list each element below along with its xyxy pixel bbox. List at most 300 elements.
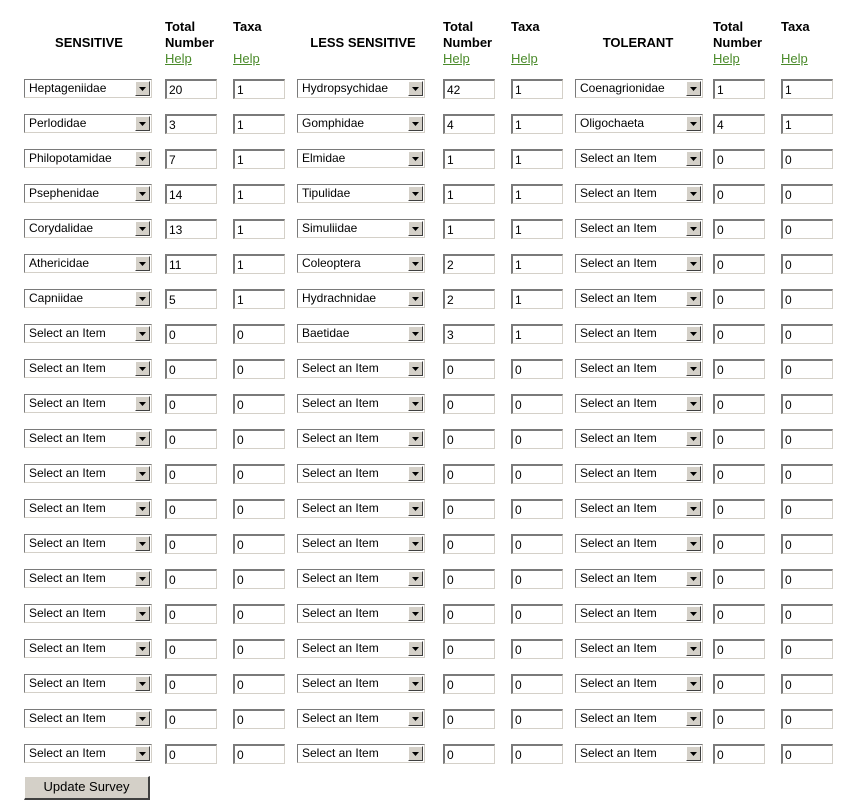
chevron-down-icon[interactable] bbox=[408, 361, 423, 376]
less-sensitive-taxon-select[interactable] bbox=[297, 534, 425, 553]
select-value: Elmidae bbox=[302, 151, 346, 165]
sensitive-taxon-select[interactable] bbox=[24, 114, 152, 133]
select-value: Select an Item bbox=[302, 711, 379, 725]
less-sensitive-taxa-input[interactable] bbox=[511, 394, 563, 414]
select-value: Select an Item bbox=[29, 326, 106, 340]
sensitive-taxa-input[interactable] bbox=[233, 114, 285, 134]
select-value: Select an Item bbox=[580, 396, 657, 410]
sensitive-taxon-select[interactable] bbox=[24, 289, 152, 308]
less-sensitive-total-number-input[interactable] bbox=[443, 709, 495, 729]
less-sensitive-total-number-input[interactable] bbox=[443, 254, 495, 274]
chevron-down-icon[interactable] bbox=[408, 676, 423, 691]
chevron-down-icon[interactable] bbox=[408, 641, 423, 656]
select-value: Philopotamidae bbox=[29, 151, 112, 165]
sensitive-total-number-input[interactable] bbox=[165, 254, 217, 274]
chevron-down-icon[interactable] bbox=[408, 221, 423, 236]
sensitive-taxon-select[interactable] bbox=[24, 79, 152, 98]
chevron-down-icon[interactable] bbox=[135, 466, 150, 481]
tolerant-taxon-select[interactable] bbox=[575, 79, 703, 98]
chevron-down-icon[interactable] bbox=[135, 606, 150, 621]
sensitive-taxa-input[interactable] bbox=[233, 254, 285, 274]
tolerant-taxa-input[interactable] bbox=[781, 324, 833, 344]
select-value: Select an Item bbox=[29, 571, 106, 585]
tolerant-taxa-input[interactable] bbox=[781, 429, 833, 449]
chevron-down-icon[interactable] bbox=[408, 536, 423, 551]
chevron-down-icon[interactable] bbox=[408, 291, 423, 306]
tolerant-total-number-input[interactable] bbox=[713, 709, 765, 729]
select-value: Select an Item bbox=[302, 501, 379, 515]
less-sensitive-taxon-select[interactable] bbox=[297, 744, 425, 763]
help-link-total-tolerant[interactable]: Help bbox=[713, 51, 740, 66]
select-value: Simuliidae bbox=[302, 221, 358, 235]
tolerant-total-number-input[interactable] bbox=[713, 639, 765, 659]
sensitive-taxa-input[interactable] bbox=[233, 79, 285, 99]
chevron-down-icon[interactable] bbox=[135, 116, 150, 131]
chevron-down-icon[interactable] bbox=[135, 256, 150, 271]
select-value: Select an Item bbox=[29, 641, 106, 655]
select-value: Oligochaeta bbox=[580, 116, 645, 130]
less-sensitive-taxa-input[interactable] bbox=[511, 744, 563, 764]
select-value: Select an Item bbox=[302, 361, 379, 375]
tolerant-taxon-select[interactable] bbox=[575, 394, 703, 413]
sensitive-total-number-input[interactable] bbox=[165, 429, 217, 449]
sensitive-taxa-input[interactable] bbox=[233, 324, 285, 344]
chevron-down-icon[interactable] bbox=[686, 151, 701, 166]
tolerant-taxon-select[interactable] bbox=[575, 744, 703, 763]
header-total-line1: Total bbox=[713, 19, 744, 34]
chevron-down-icon[interactable] bbox=[408, 606, 423, 621]
sensitive-taxa-input[interactable] bbox=[233, 674, 285, 694]
tolerant-taxon-select[interactable] bbox=[575, 499, 703, 518]
less-sensitive-taxa-input[interactable] bbox=[511, 359, 563, 379]
chevron-down-icon[interactable] bbox=[686, 711, 701, 726]
less-sensitive-total-number-input[interactable] bbox=[443, 394, 495, 414]
select-value: Select an Item bbox=[29, 606, 106, 620]
select-value: Select an Item bbox=[580, 606, 657, 620]
select-value: Select an Item bbox=[580, 571, 657, 585]
chevron-down-icon[interactable] bbox=[686, 676, 701, 691]
tolerant-total-number-input[interactable] bbox=[713, 744, 765, 764]
less-sensitive-taxa-input[interactable] bbox=[511, 429, 563, 449]
tolerant-total-number-input[interactable] bbox=[713, 79, 765, 99]
tolerant-taxon-select[interactable] bbox=[575, 184, 703, 203]
sensitive-taxon-select[interactable] bbox=[24, 184, 152, 203]
less-sensitive-taxon-select[interactable] bbox=[297, 429, 425, 448]
sensitive-total-number-input[interactable] bbox=[165, 639, 217, 659]
sensitive-total-number-input[interactable] bbox=[165, 674, 217, 694]
less-sensitive-taxa-input[interactable] bbox=[511, 324, 563, 344]
tolerant-taxa-input[interactable] bbox=[781, 394, 833, 414]
less-sensitive-taxa-input[interactable] bbox=[511, 604, 563, 624]
sensitive-taxon-select[interactable] bbox=[24, 499, 152, 518]
tolerant-taxon-select[interactable] bbox=[575, 639, 703, 658]
select-value: Select an Item bbox=[580, 641, 657, 655]
less-sensitive-taxa-input[interactable] bbox=[511, 114, 563, 134]
chevron-down-icon[interactable] bbox=[686, 221, 701, 236]
sensitive-taxa-input[interactable] bbox=[233, 499, 285, 519]
sensitive-total-number-input[interactable] bbox=[165, 184, 217, 204]
chevron-down-icon[interactable] bbox=[135, 746, 150, 761]
less-sensitive-taxon-select[interactable] bbox=[297, 569, 425, 588]
select-value: Heptageniidae bbox=[29, 81, 107, 95]
chevron-down-icon[interactable] bbox=[686, 291, 701, 306]
less-sensitive-total-number-input[interactable] bbox=[443, 499, 495, 519]
less-sensitive-taxon-select[interactable] bbox=[297, 254, 425, 273]
chevron-down-icon[interactable] bbox=[686, 501, 701, 516]
less-sensitive-taxa-input[interactable] bbox=[511, 674, 563, 694]
select-value: Select an Item bbox=[580, 711, 657, 725]
tolerant-taxa-input[interactable] bbox=[781, 149, 833, 169]
select-value: Select an Item bbox=[29, 711, 106, 725]
header-total-number-tolerant bbox=[713, 19, 762, 51]
select-value: Select an Item bbox=[29, 501, 106, 515]
tolerant-total-number-input[interactable] bbox=[713, 184, 765, 204]
less-sensitive-taxa-input[interactable] bbox=[511, 639, 563, 659]
chevron-down-icon[interactable] bbox=[135, 151, 150, 166]
select-value: Select an Item bbox=[302, 536, 379, 550]
select-value: Coleoptera bbox=[302, 256, 361, 270]
tolerant-total-number-input[interactable] bbox=[713, 569, 765, 589]
less-sensitive-taxon-select[interactable] bbox=[297, 604, 425, 623]
chevron-down-icon[interactable] bbox=[408, 81, 423, 96]
select-value: Select an Item bbox=[580, 326, 657, 340]
select-value: Select an Item bbox=[29, 431, 106, 445]
select-value: Psephenidae bbox=[29, 186, 100, 200]
sensitive-taxa-input[interactable] bbox=[233, 534, 285, 554]
sensitive-total-number-input[interactable] bbox=[165, 709, 217, 729]
less-sensitive-taxa-input[interactable] bbox=[511, 79, 563, 99]
chevron-down-icon[interactable] bbox=[135, 431, 150, 446]
chevron-down-icon[interactable] bbox=[686, 431, 701, 446]
chevron-down-icon[interactable] bbox=[686, 571, 701, 586]
less-sensitive-total-number-input[interactable] bbox=[443, 114, 495, 134]
header-total-number-sensitive bbox=[165, 19, 214, 51]
chevron-down-icon[interactable] bbox=[686, 361, 701, 376]
select-value: Select an Item bbox=[580, 676, 657, 690]
tolerant-taxon-select[interactable] bbox=[575, 289, 703, 308]
help-link-taxa-sensitive[interactable]: Help bbox=[233, 51, 260, 66]
tolerant-taxon-select[interactable] bbox=[575, 709, 703, 728]
sensitive-taxa-input[interactable] bbox=[233, 744, 285, 764]
chevron-down-icon[interactable] bbox=[135, 396, 150, 411]
chevron-down-icon[interactable] bbox=[135, 571, 150, 586]
chevron-down-icon[interactable] bbox=[408, 116, 423, 131]
select-value: Select an Item bbox=[580, 151, 657, 165]
tolerant-taxa-input[interactable] bbox=[781, 359, 833, 379]
less-sensitive-taxa-input[interactable] bbox=[511, 464, 563, 484]
sensitive-total-number-input[interactable] bbox=[165, 604, 217, 624]
chevron-down-icon[interactable] bbox=[686, 116, 701, 131]
sensitive-taxon-select[interactable] bbox=[24, 254, 152, 273]
select-value: Select an Item bbox=[29, 536, 106, 550]
header-total-line1: Total bbox=[165, 19, 196, 34]
less-sensitive-taxa-input[interactable] bbox=[511, 219, 563, 239]
tolerant-taxa-input[interactable] bbox=[781, 79, 833, 99]
tolerant-taxon-select[interactable] bbox=[575, 149, 703, 168]
tolerant-taxon-select[interactable] bbox=[575, 114, 703, 133]
tolerant-taxa-input[interactable] bbox=[781, 639, 833, 659]
sensitive-taxa-input[interactable] bbox=[233, 359, 285, 379]
less-sensitive-taxa-input[interactable] bbox=[511, 534, 563, 554]
chevron-down-icon[interactable] bbox=[135, 326, 150, 341]
sensitive-total-number-input[interactable] bbox=[165, 394, 217, 414]
sensitive-taxon-select[interactable] bbox=[24, 324, 152, 343]
chevron-down-icon[interactable] bbox=[135, 81, 150, 96]
less-sensitive-total-number-input[interactable] bbox=[443, 604, 495, 624]
sensitive-taxon-select[interactable] bbox=[24, 639, 152, 658]
chevron-down-icon[interactable] bbox=[408, 431, 423, 446]
tolerant-taxa-input[interactable] bbox=[781, 114, 833, 134]
chevron-down-icon[interactable] bbox=[135, 536, 150, 551]
tolerant-total-number-input[interactable] bbox=[713, 289, 765, 309]
help-link-total-less-sensitive[interactable]: Help bbox=[443, 51, 470, 66]
sensitive-total-number-input[interactable] bbox=[165, 744, 217, 764]
select-value: Select an Item bbox=[302, 746, 379, 760]
sensitive-taxon-select[interactable] bbox=[24, 709, 152, 728]
less-sensitive-total-number-input[interactable] bbox=[443, 464, 495, 484]
help-link-taxa-less-sensitive[interactable]: Help bbox=[511, 51, 538, 66]
sensitive-total-number-input[interactable] bbox=[165, 149, 217, 169]
chevron-down-icon[interactable] bbox=[135, 361, 150, 376]
chevron-down-icon[interactable] bbox=[135, 711, 150, 726]
select-value: Select an Item bbox=[580, 431, 657, 445]
tolerant-total-number-input[interactable] bbox=[713, 429, 765, 449]
header-sensitive: SENSITIVE bbox=[55, 35, 123, 50]
tolerant-taxa-input[interactable] bbox=[781, 744, 833, 764]
tolerant-taxa-input[interactable] bbox=[781, 674, 833, 694]
select-value: Select an Item bbox=[302, 431, 379, 445]
header-total-line2: Number bbox=[713, 35, 763, 50]
tolerant-taxon-select[interactable] bbox=[575, 569, 703, 588]
help-link-taxa-tolerant[interactable]: Help bbox=[781, 51, 808, 66]
tolerant-total-number-input[interactable] bbox=[713, 499, 765, 519]
chevron-down-icon[interactable] bbox=[408, 466, 423, 481]
sensitive-taxon-select[interactable] bbox=[24, 394, 152, 413]
less-sensitive-total-number-input[interactable] bbox=[443, 639, 495, 659]
sensitive-taxon-select[interactable] bbox=[24, 569, 152, 588]
less-sensitive-taxa-input[interactable] bbox=[511, 569, 563, 589]
sensitive-total-number-input[interactable] bbox=[165, 359, 217, 379]
less-sensitive-total-number-input[interactable] bbox=[443, 219, 495, 239]
chevron-down-icon[interactable] bbox=[135, 676, 150, 691]
less-sensitive-taxa-input[interactable] bbox=[511, 184, 563, 204]
less-sensitive-total-number-input[interactable] bbox=[443, 184, 495, 204]
chevron-down-icon[interactable] bbox=[686, 536, 701, 551]
chevron-down-icon[interactable] bbox=[408, 256, 423, 271]
less-sensitive-taxa-input[interactable] bbox=[511, 709, 563, 729]
help-link-total-sensitive[interactable]: Help bbox=[165, 51, 192, 66]
less-sensitive-taxon-select[interactable] bbox=[297, 709, 425, 728]
tolerant-taxon-select[interactable] bbox=[575, 324, 703, 343]
less-sensitive-taxon-select[interactable] bbox=[297, 114, 425, 133]
less-sensitive-taxon-select[interactable] bbox=[297, 79, 425, 98]
tolerant-total-number-input[interactable] bbox=[713, 324, 765, 344]
chevron-down-icon[interactable] bbox=[135, 641, 150, 656]
less-sensitive-total-number-input[interactable] bbox=[443, 289, 495, 309]
sensitive-total-number-input[interactable] bbox=[165, 114, 217, 134]
less-sensitive-taxon-select[interactable] bbox=[297, 394, 425, 413]
update-survey-button[interactable]: Update Survey bbox=[24, 776, 150, 800]
sensitive-taxon-select[interactable] bbox=[24, 534, 152, 553]
less-sensitive-total-number-input[interactable] bbox=[443, 359, 495, 379]
chevron-down-icon[interactable] bbox=[135, 501, 150, 516]
less-sensitive-total-number-input[interactable] bbox=[443, 674, 495, 694]
chevron-down-icon[interactable] bbox=[408, 571, 423, 586]
tolerant-taxa-input[interactable] bbox=[781, 569, 833, 589]
tolerant-taxa-input[interactable] bbox=[781, 709, 833, 729]
tolerant-taxa-input[interactable] bbox=[781, 254, 833, 274]
tolerant-total-number-input[interactable] bbox=[713, 114, 765, 134]
less-sensitive-taxa-input[interactable] bbox=[511, 149, 563, 169]
tolerant-taxa-input[interactable] bbox=[781, 534, 833, 554]
chevron-down-icon[interactable] bbox=[686, 186, 701, 201]
tolerant-taxa-input[interactable] bbox=[781, 499, 833, 519]
sensitive-taxon-select[interactable] bbox=[24, 359, 152, 378]
less-sensitive-taxon-select[interactable] bbox=[297, 499, 425, 518]
sensitive-total-number-input[interactable] bbox=[165, 324, 217, 344]
sensitive-taxa-input[interactable] bbox=[233, 149, 285, 169]
select-value: Select an Item bbox=[580, 501, 657, 515]
sensitive-taxa-input[interactable] bbox=[233, 219, 285, 239]
chevron-down-icon[interactable] bbox=[686, 746, 701, 761]
sensitive-total-number-input[interactable] bbox=[165, 219, 217, 239]
sensitive-taxon-select[interactable] bbox=[24, 464, 152, 483]
select-value: Corydalidae bbox=[29, 221, 94, 235]
chevron-down-icon[interactable] bbox=[135, 291, 150, 306]
sensitive-taxon-select[interactable] bbox=[24, 744, 152, 763]
less-sensitive-taxon-select[interactable] bbox=[297, 359, 425, 378]
select-value: Select an Item bbox=[580, 746, 657, 760]
sensitive-taxon-select[interactable] bbox=[24, 674, 152, 693]
sensitive-taxon-select[interactable] bbox=[24, 429, 152, 448]
tolerant-taxon-select[interactable] bbox=[575, 219, 703, 238]
tolerant-total-number-input[interactable] bbox=[713, 359, 765, 379]
tolerant-total-number-input[interactable] bbox=[713, 534, 765, 554]
chevron-down-icon[interactable] bbox=[686, 326, 701, 341]
less-sensitive-total-number-input[interactable] bbox=[443, 744, 495, 764]
less-sensitive-total-number-input[interactable] bbox=[443, 429, 495, 449]
sensitive-taxa-input[interactable] bbox=[233, 709, 285, 729]
sensitive-taxon-select[interactable] bbox=[24, 604, 152, 623]
less-sensitive-taxon-select[interactable] bbox=[297, 184, 425, 203]
select-value: Select an Item bbox=[580, 361, 657, 375]
less-sensitive-taxon-select[interactable] bbox=[297, 639, 425, 658]
tolerant-taxa-input[interactable] bbox=[781, 219, 833, 239]
select-value: Select an Item bbox=[580, 466, 657, 480]
select-value: Select an Item bbox=[302, 396, 379, 410]
sensitive-taxa-input[interactable] bbox=[233, 394, 285, 414]
tolerant-total-number-input[interactable] bbox=[713, 674, 765, 694]
tolerant-taxon-select[interactable] bbox=[575, 534, 703, 553]
less-sensitive-total-number-input[interactable] bbox=[443, 534, 495, 554]
sensitive-total-number-input[interactable] bbox=[165, 499, 217, 519]
chevron-down-icon[interactable] bbox=[408, 326, 423, 341]
less-sensitive-taxa-input[interactable] bbox=[511, 289, 563, 309]
tolerant-total-number-input[interactable] bbox=[713, 149, 765, 169]
sensitive-taxon-select[interactable] bbox=[24, 149, 152, 168]
chevron-down-icon[interactable] bbox=[686, 256, 701, 271]
chevron-down-icon[interactable] bbox=[135, 221, 150, 236]
sensitive-total-number-input[interactable] bbox=[165, 79, 217, 99]
sensitive-taxa-input[interactable] bbox=[233, 184, 285, 204]
select-value: Select an Item bbox=[29, 676, 106, 690]
sensitive-total-number-input[interactable] bbox=[165, 569, 217, 589]
chevron-down-icon[interactable] bbox=[408, 396, 423, 411]
select-value: Select an Item bbox=[302, 571, 379, 585]
sensitive-taxa-input[interactable] bbox=[233, 639, 285, 659]
select-value: Select an Item bbox=[580, 256, 657, 270]
tolerant-total-number-input[interactable] bbox=[713, 394, 765, 414]
tolerant-total-number-input[interactable] bbox=[713, 464, 765, 484]
less-sensitive-taxon-select[interactable] bbox=[297, 674, 425, 693]
less-sensitive-taxon-select[interactable] bbox=[297, 464, 425, 483]
header-less-sensitive: LESS SENSITIVE bbox=[310, 35, 416, 50]
sensitive-total-number-input[interactable] bbox=[165, 534, 217, 554]
less-sensitive-total-number-input[interactable] bbox=[443, 79, 495, 99]
chevron-down-icon[interactable] bbox=[686, 606, 701, 621]
tolerant-taxa-input[interactable] bbox=[781, 464, 833, 484]
tolerant-total-number-input[interactable] bbox=[713, 219, 765, 239]
less-sensitive-taxon-select[interactable] bbox=[297, 219, 425, 238]
sensitive-taxa-input[interactable] bbox=[233, 429, 285, 449]
sensitive-taxa-input[interactable] bbox=[233, 569, 285, 589]
tolerant-taxon-select[interactable] bbox=[575, 359, 703, 378]
tolerant-taxon-select[interactable] bbox=[575, 674, 703, 693]
sensitive-total-number-input[interactable] bbox=[165, 289, 217, 309]
chevron-down-icon[interactable] bbox=[686, 641, 701, 656]
less-sensitive-taxa-input[interactable] bbox=[511, 254, 563, 274]
chevron-down-icon[interactable] bbox=[408, 186, 423, 201]
chevron-down-icon[interactable] bbox=[408, 746, 423, 761]
chevron-down-icon[interactable] bbox=[408, 711, 423, 726]
tolerant-taxa-input[interactable] bbox=[781, 184, 833, 204]
tolerant-taxon-select[interactable] bbox=[575, 604, 703, 623]
header-taxa-sensitive: Taxa bbox=[233, 19, 262, 34]
sensitive-total-number-input[interactable] bbox=[165, 464, 217, 484]
tolerant-taxon-select[interactable] bbox=[575, 464, 703, 483]
less-sensitive-total-number-input[interactable] bbox=[443, 149, 495, 169]
select-value: Coenagrionidae bbox=[580, 81, 665, 95]
less-sensitive-taxon-select[interactable] bbox=[297, 324, 425, 343]
select-value: Gomphidae bbox=[302, 116, 365, 130]
tolerant-taxon-select[interactable] bbox=[575, 254, 703, 273]
less-sensitive-total-number-input[interactable] bbox=[443, 324, 495, 344]
chevron-down-icon[interactable] bbox=[686, 81, 701, 96]
tolerant-total-number-input[interactable] bbox=[713, 604, 765, 624]
less-sensitive-total-number-input[interactable] bbox=[443, 569, 495, 589]
chevron-down-icon[interactable] bbox=[408, 501, 423, 516]
sensitive-taxa-input[interactable] bbox=[233, 464, 285, 484]
sensitive-taxa-input[interactable] bbox=[233, 289, 285, 309]
tolerant-taxa-input[interactable] bbox=[781, 289, 833, 309]
tolerant-taxa-input[interactable] bbox=[781, 604, 833, 624]
tolerant-taxon-select[interactable] bbox=[575, 429, 703, 448]
sensitive-taxa-input[interactable] bbox=[233, 604, 285, 624]
select-value: Select an Item bbox=[302, 466, 379, 480]
chevron-down-icon[interactable] bbox=[686, 466, 701, 481]
chevron-down-icon[interactable] bbox=[408, 151, 423, 166]
chevron-down-icon[interactable] bbox=[135, 186, 150, 201]
sensitive-taxon-select[interactable] bbox=[24, 219, 152, 238]
tolerant-total-number-input[interactable] bbox=[713, 254, 765, 274]
header-total-line1: Total bbox=[443, 19, 474, 34]
less-sensitive-taxon-select[interactable] bbox=[297, 289, 425, 308]
select-value: Select an Item bbox=[29, 396, 106, 410]
select-value: Select an Item bbox=[29, 361, 106, 375]
less-sensitive-taxon-select[interactable] bbox=[297, 149, 425, 168]
less-sensitive-taxa-input[interactable] bbox=[511, 499, 563, 519]
chevron-down-icon[interactable] bbox=[686, 396, 701, 411]
